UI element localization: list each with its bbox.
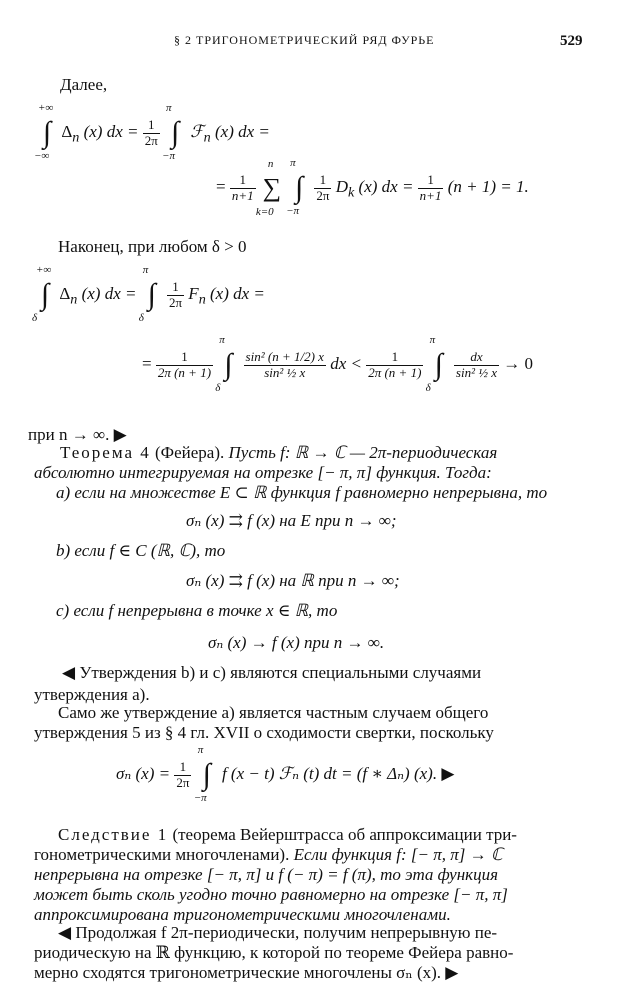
integral-sign: ∫ π −π bbox=[286, 157, 304, 218]
formula-3: ∫ +∞ δ $\Delta_n$ (x) dx = ∫ π δ $\frac{1}{2\pi}$ $F_n$ (x) dx = bbox=[32, 264, 265, 324]
integral-sign: ∫ π δ bbox=[215, 334, 233, 394]
running-title: § 2 ТРИГОНОМЕТРИЧЕСКИЙ РЯД ФУРЬЕ bbox=[174, 33, 435, 47]
fraction: $\frac{1}{n+1}$ bbox=[419, 172, 442, 203]
corollary-line-4: может быть сколь угодно точно равномерно на отрезке [− π, π] bbox=[34, 885, 508, 904]
formula-5: σₙ (x) = $\frac{1}{2\pi}$ ∫ π −π f (x − t) ℱₙ (t) dt = (f ∗ Δₙ) (x). ▶ bbox=[116, 744, 455, 804]
integral-sign: ∫ π −π bbox=[162, 102, 180, 162]
fraction: $\frac{1}{2\pi (n + 1)}$ bbox=[157, 349, 212, 380]
proof-line-4: утверждения 5 из § 4 гл. XVII о сходимости свертки, поскольку bbox=[34, 723, 494, 742]
integral-sign: ∫ π δ bbox=[425, 334, 443, 394]
fraction: $\frac{1}{2\pi}$ bbox=[316, 172, 330, 203]
last-line-1: ◀ Продолжая f 2π-периодически, получим непрерывную пе- bbox=[58, 923, 498, 942]
formula-c: σₙ (x) → f (x) при n → ∞. bbox=[208, 633, 385, 652]
integral-sign: ∫ +∞ −∞ bbox=[34, 102, 54, 162]
corollary-line-1: Следствие 1 (теорема Вейерштрасса об аппроксимации три- bbox=[58, 825, 517, 844]
fraction: $\frac{1}{2\pi}$ bbox=[176, 759, 190, 790]
sum-sign: ∑ n k=0 bbox=[255, 158, 282, 218]
corollary-heading: Следствие 1 bbox=[58, 825, 169, 844]
last-line-3: мерно сходятся тригонометрические многочлены σₙ (x). ▶ bbox=[34, 963, 459, 982]
corollary-line-2: гонометрическими многочленами). Если функция f: [− π, π] → ℂ bbox=[34, 845, 503, 864]
fraction: $\frac{1}{n+1}$ bbox=[231, 172, 254, 203]
formula-a: σₙ (x) ⇉ f (x) на E при n → ∞; bbox=[186, 511, 397, 530]
theorem-line-1: Теорема 4 (Фейера). Пусть f: ℝ → ℂ — 2π-периодическая bbox=[60, 443, 498, 462]
fraction: $\frac{dx}{\text{sin² ½ x}}$ bbox=[455, 349, 498, 380]
proof-line-3: Само же утверждение a) является частным случаем общего bbox=[58, 703, 489, 722]
proof-line-2: утверждения a). bbox=[34, 685, 150, 704]
theorem-item-a: a) если на множестве E ⊂ ℝ функция f равномерно непрерывна, то bbox=[56, 483, 548, 502]
fraction: $\frac{1}{2\pi (n + 1)}$ bbox=[368, 349, 422, 380]
formula-1: ∫ +∞ −∞ $\Delta_n$ (x) dx = $\frac{1}{2\pi}$ ∫ π −π ℱ$_n$ (x) dx = bbox=[34, 102, 270, 162]
theorem-heading: Теорема 4 bbox=[60, 443, 151, 462]
corollary-line-5: аппроксимирована тригонометрическими многочленами. bbox=[34, 905, 451, 924]
formula-b: σₙ (x) ⇉ f (x) на ℝ при n → ∞; bbox=[186, 571, 400, 590]
theorem-line-2: абсолютно интегрируемая на отрезке [− π, π] функция. Тогда: bbox=[34, 463, 492, 482]
text-pri-n: при n → ∞. ▶ bbox=[28, 425, 127, 444]
text-dalee: Далее, bbox=[60, 75, 108, 94]
page-number: 529 bbox=[560, 33, 583, 49]
integral-sign: ∫ π −π bbox=[193, 744, 211, 804]
theorem-item-b: b) если f ∈ C (ℝ, ℂ), то bbox=[56, 541, 226, 560]
fraction: $\frac{\text{sin² (n + 1/2) x}}{\text{sin² ½ x}}$ bbox=[245, 349, 324, 380]
last-line-2: риодическую на ℝ функцию, к которой по теореме Фейера равно- bbox=[34, 943, 514, 962]
formula-2: = $\frac{1}{n+1}$ ∑ n k=0 ∫ π −π $\frac{1}{2\pi}$ $D_k$ (x) dx = $\frac{1}{n+1}$ (n + 1) = 1. bbox=[216, 157, 529, 218]
text-nakonets: Наконец, при любом δ > 0 bbox=[58, 237, 247, 256]
fraction: $\frac{1}{2\pi}$ bbox=[168, 279, 183, 310]
integral-sign: ∫ π δ bbox=[138, 264, 156, 324]
formula-4: = $\frac{1}{2\pi (n + 1)}$ ∫ π δ $\frac{\text{sin² (n + 1/2) x}}{\text{sin² ½ x}}$ dx < $\frac{1}{2\pi (n + 1)}$ ∫ π δ $\frac{dx}{\text{sin² ½ x}}$ → 0 bbox=[142, 334, 534, 394]
corollary-line-3: непрерывна на отрезке [− π, π] и f (− π) = f (π), то эта функция bbox=[34, 865, 499, 884]
integral-sign: ∫ +∞ δ bbox=[32, 264, 52, 324]
proof-line-1: ◀ Утверждения b) и c) являются специальными случаями bbox=[62, 663, 482, 682]
theorem-item-c: c) если f непрерывна в точке x ∈ ℝ, то bbox=[56, 601, 338, 620]
fraction: $\frac{1}{2\pi}$ bbox=[144, 117, 158, 148]
